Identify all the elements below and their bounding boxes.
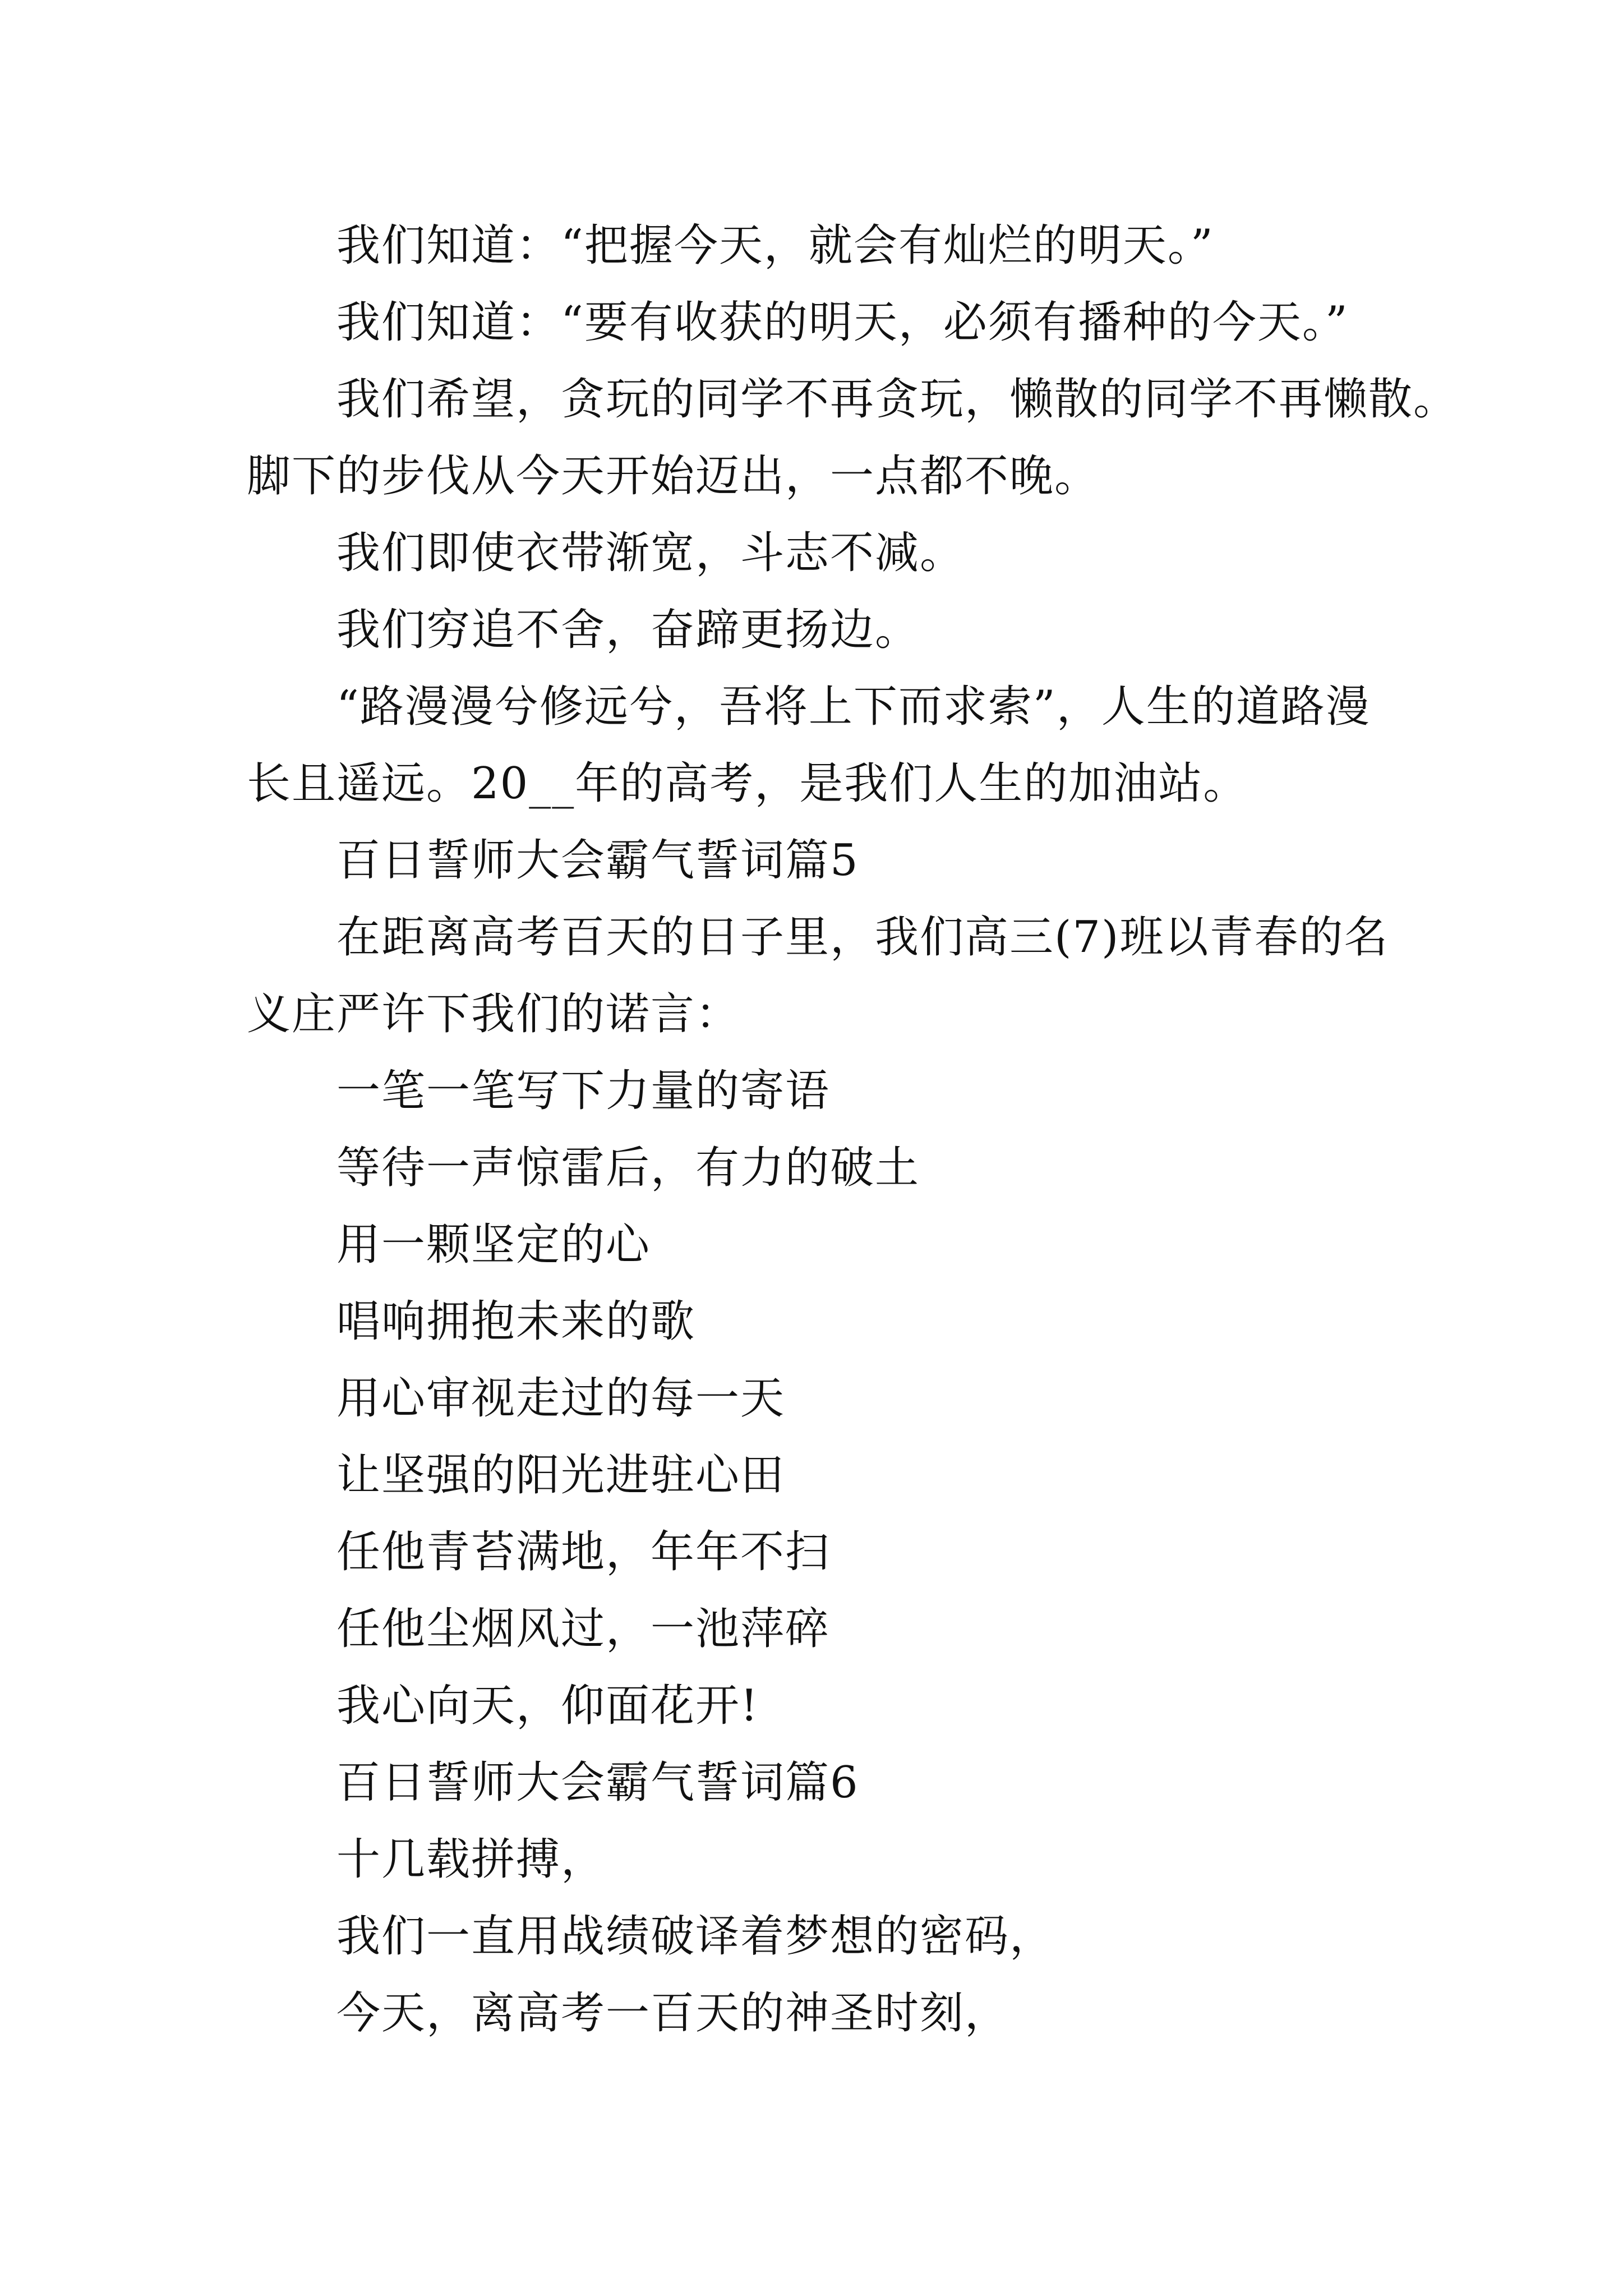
poem-line: 用一颗坚定的心 xyxy=(336,1220,651,1270)
poem-line: 唱响拥抱未来的歌 xyxy=(336,1296,696,1347)
paragraph-line: “路漫漫兮修远兮，吾将上下而求索”，人生的道路漫 xyxy=(336,682,1371,732)
poem-line: 我们一直用战绩破译着梦想的密码， xyxy=(336,1911,1055,1962)
paragraph-line: 我们希望，贪玩的同学不再贪玩，懒散的同学不再懒散。 xyxy=(336,374,1459,425)
poem-line: 任他青苔满地，年年不扫 xyxy=(336,1527,831,1577)
paragraph-line: 我们即使衣带渐宽，斗志不减。 xyxy=(336,528,965,578)
poem-line: 用心审视走过的每一天 xyxy=(336,1373,786,1424)
poem-line: 十几载拼搏， xyxy=(336,1834,606,1885)
poem-line: 任他尘烟风过，一池萍碎 xyxy=(336,1604,831,1654)
paragraph-line: 我们知道：“把握今天，就会有灿烂的明天。” xyxy=(336,220,1214,271)
paragraph-line: 在距离高考百天的日子里，我们高三(7)班以青春的名 xyxy=(336,912,1389,963)
section-heading: 百日誓师大会霸气誓词篇6 xyxy=(336,1757,859,1808)
poem-line: 一笔一笔写下力量的寄语 xyxy=(336,1066,831,1116)
paragraph-line: 我们知道：“要有收获的明天，必须有播种的今天。” xyxy=(336,297,1349,348)
poem-line: 让坚强的阳光进驻心田 xyxy=(336,1450,786,1501)
paragraph-line: 脚下的步伐从今天开始迈出，一点都不晚。 xyxy=(247,451,1100,501)
poem-line: 等待一声惊雷后，有力的破土 xyxy=(336,1143,920,1193)
section-heading: 百日誓师大会霸气誓词篇5 xyxy=(336,835,859,886)
poem-line: 今天，离高考一百天的神圣时刻， xyxy=(336,1988,1010,2039)
poem-line: 我心向天，仰面花开! xyxy=(336,1681,759,1731)
document-body xyxy=(247,208,1459,2052)
paragraph-line: 义庄严许下我们的诺言： xyxy=(247,989,741,1039)
paragraph-line: 我们穷追不舍，奋蹄更扬边。 xyxy=(336,605,920,655)
paragraph-line: 长且遥远。20__年的高考，是我们人生的加油站。 xyxy=(247,758,1248,809)
